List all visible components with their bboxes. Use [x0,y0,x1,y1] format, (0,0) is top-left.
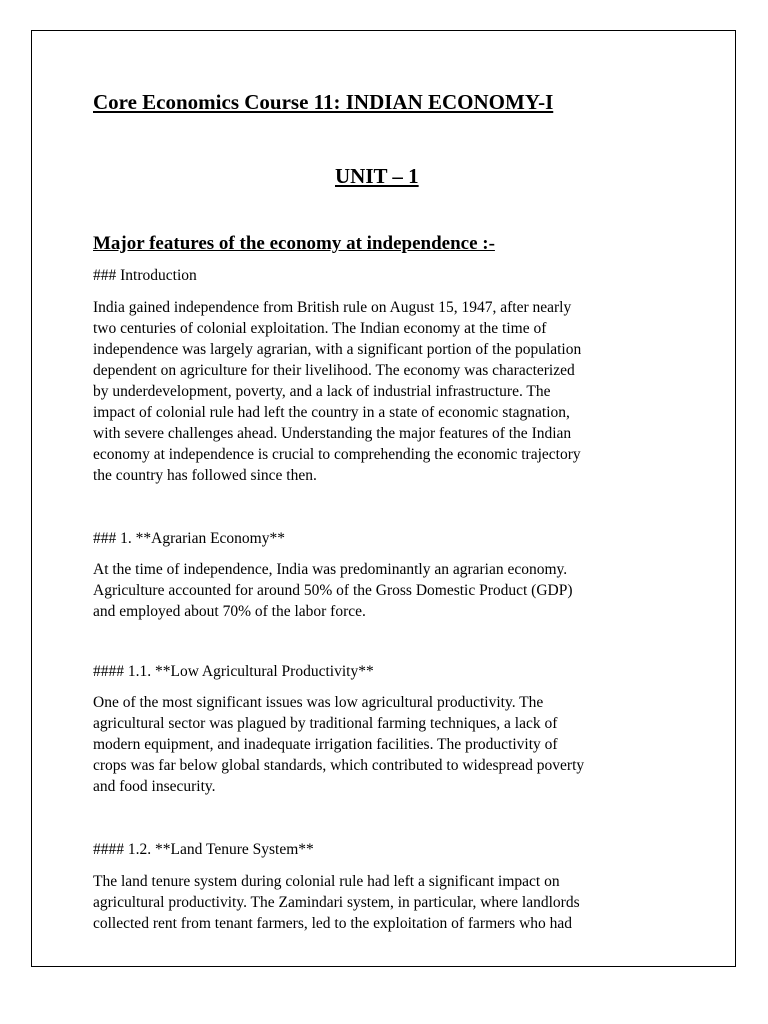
course-title: Core Economics Course 11: INDIAN ECONOMY-I [93,90,554,114]
unit-title: UNIT – 1 [335,164,419,188]
intro-heading: ### Introduction [93,267,197,284]
land-tenure-heading: #### 1.2. **Land Tenure System** [93,841,314,858]
text-line: agricultural productivity. The Zamindari system, in particular, where landlords [93,894,580,911]
text-line: modern equipment, and inadequate irrigation facilities. The productivity of [93,736,558,753]
text-line: agricultural sector was plagued by traditional farming techniques, a lack of [93,715,558,732]
text-line: by underdevelopment, poverty, and a lack of industrial infrastructure. The [93,383,551,400]
intro-paragraph [93,297,683,486]
section-title: Major features of the economy at independence :- [93,233,495,254]
agrarian-heading: ### 1. **Agrarian Economy** [93,530,285,547]
productivity-heading: #### 1.1. **Low Agricultural Productivity** [93,663,374,680]
text-line: dependent on agriculture for their livelihood. The economy was characterized [93,362,575,379]
text-line: Agriculture accounted for around 50% of the Gross Domestic Product (GDP) [93,582,573,599]
text-line: economy at independence is crucial to comprehending the economic trajectory [93,446,581,463]
text-line: collected rent from tenant farmers, led to the exploitation of farmers who had [93,915,573,932]
text-line: One of the most significant issues was low agricultural productivity. The [93,694,544,711]
land-tenure-paragraph [93,871,683,934]
text-line: and employed about 70% of the labor force. [93,603,366,620]
productivity-paragraph [93,692,683,797]
text-line: independence was largely agrarian, with a significant portion of the population [93,341,582,358]
text-line: The land tenure system during colonial rule had left a significant impact on [93,873,560,890]
text-line: crops was far below global standards, which contributed to widespread poverty [93,757,585,774]
text-line: with severe challenges ahead. Understanding the major features of the Indian [93,425,572,442]
agrarian-paragraph [93,559,683,622]
text-line: two centuries of colonial exploitation. The Indian economy at the time of [93,320,547,337]
text-line: India gained independence from British rule on August 15, 1947, after nearly [93,299,572,316]
text-line: the country has followed since then. [93,467,317,484]
text-line: impact of colonial rule had left the country in a state of economic stagnation, [93,404,570,421]
text-line: and food insecurity. [93,778,216,795]
text-line: At the time of independence, India was predominantly an agrarian economy. [93,561,568,578]
